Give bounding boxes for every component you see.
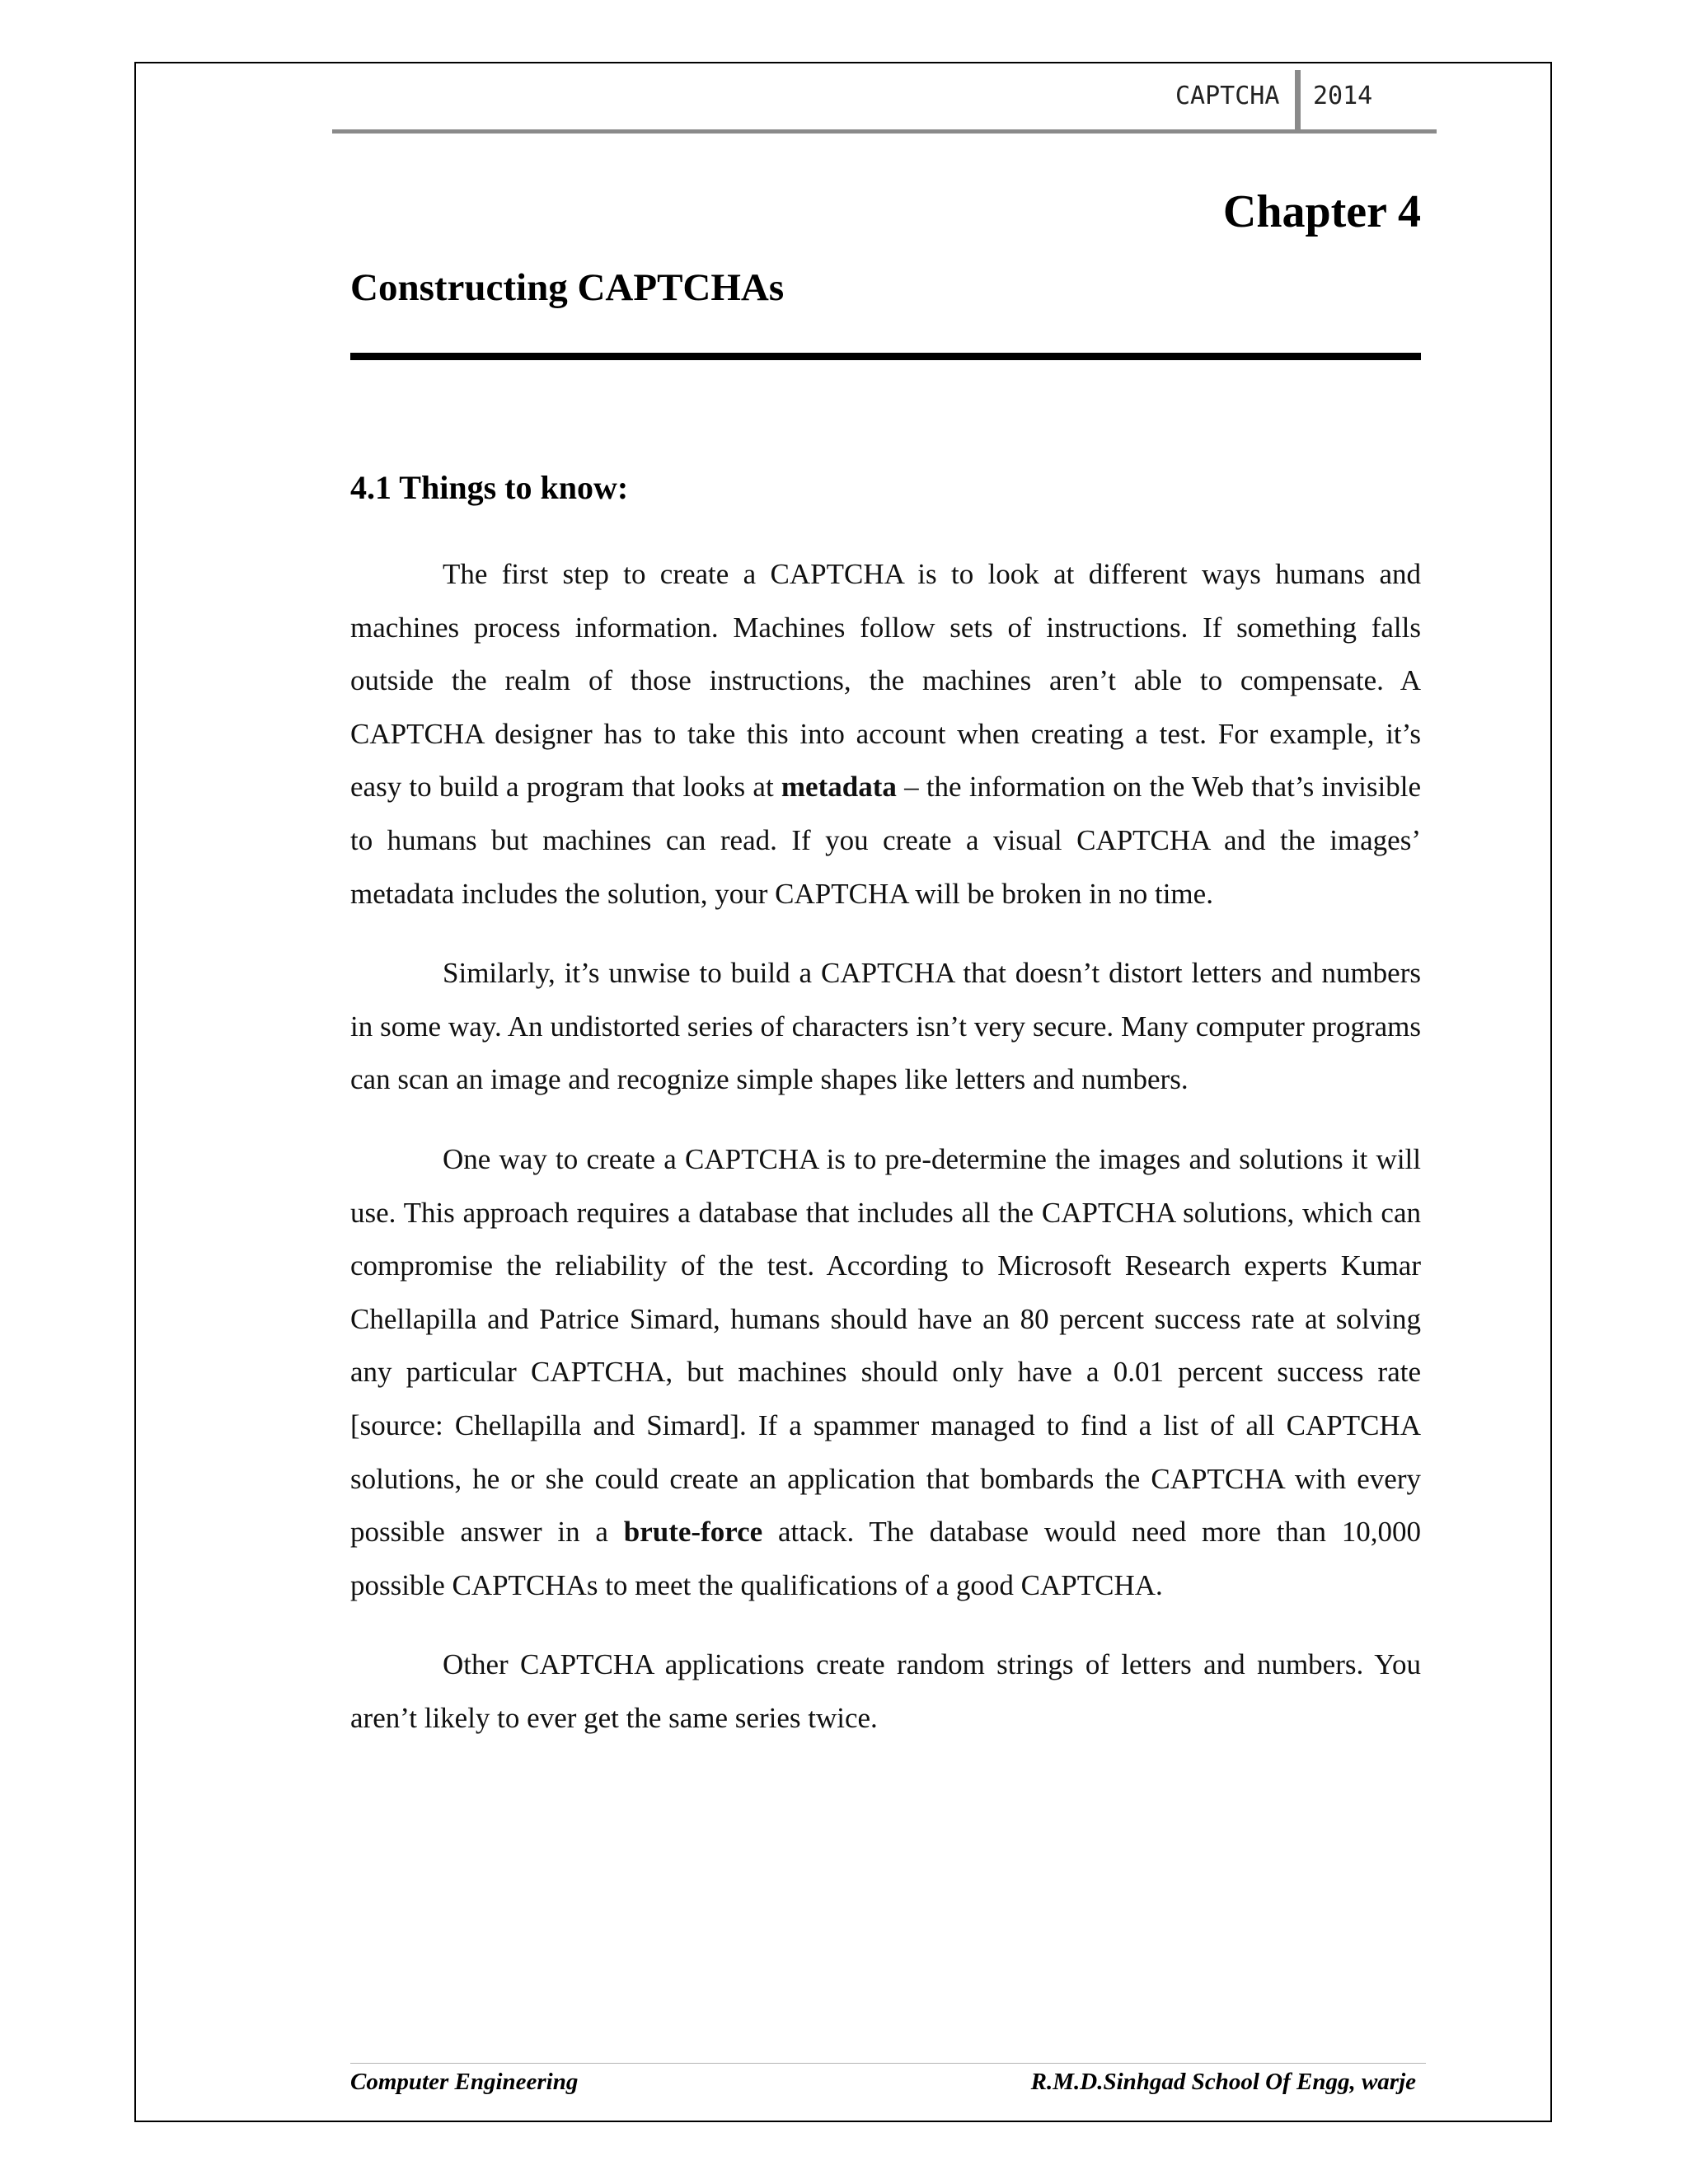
bold-term: metadata <box>781 771 897 804</box>
header-rule <box>332 129 1437 134</box>
body-text <box>350 548 1421 1771</box>
chapter-rule <box>350 353 1421 360</box>
chapter-title: Constructing CAPTCHAs <box>350 266 785 309</box>
paragraph <box>350 1638 1421 1745</box>
header-year: 2014 <box>1313 82 1373 110</box>
paragraph-text: attack. The database would need more than 10,000 possible CAPTCHAs to meet the qualifications of a good CAPTCHA. <box>350 1516 1421 1601</box>
paragraph <box>350 548 1421 921</box>
paragraph <box>350 1133 1421 1612</box>
footer-institution: R.M.D.Sinhgad School Of Engg, warje <box>1030 2069 1416 2095</box>
chapter-label: Chapter 4 <box>1222 186 1421 237</box>
footer-rule <box>350 2063 1426 2064</box>
paragraph-text: The first step to create a CAPTCHA is to look at different ways humans and machines process information. Machines follow sets of instructions. If something falls outside the realm of those instructions, the machines aren’t able to compensate. A CAPTCHA designer has to take this into account when creating a test. For example, it’s easy to build a program that looks at <box>350 558 1421 804</box>
paragraph-text: Other CAPTCHA applications create random strings of letters and numbers. You aren’t likely to ever get the same series twice. <box>350 1648 1421 1734</box>
paragraph-text: – the information on the Web that’s invisible to humans but machines can read. If you create a visual CAPTCHA and the images’ metadata includes the solution, your CAPTCHA will be broken in no time. <box>350 771 1421 910</box>
paragraph <box>350 947 1421 1107</box>
section-heading: 4.1 Things to know: <box>350 469 629 506</box>
header-title: CAPTCHA <box>1175 82 1280 110</box>
bold-term: brute-force <box>623 1516 763 1549</box>
footer-department: Computer Engineering <box>350 2069 579 2095</box>
paragraph-text: One way to create a CAPTCHA is to pre-determine the images and solutions it will use. This approach requires a database that includes all the CAPTCHA solutions, which can compromise the reliability of the test. According to Microsoft Research experts Kumar Chellapilla and Patrice Simard, humans should have an 80 percent success rate at solving any particular CAPTCHA, but machines should only have a 0.01 percent success rate [source: Chellapilla and Simard]. If a spammer managed to find a list of all CAPTCHA solutions, he or she could create an application that bombards the CAPTCHA with every possible answer in a <box>350 1142 1421 1549</box>
paragraph-text: Similarly, it’s unwise to build a CAPTCHA that doesn’t distort letters and numbers in some way. An undistorted series of characters isn’t very secure. Many computer programs can scan an image and recognize simple shapes like letters and numbers. <box>350 957 1421 1096</box>
running-header <box>332 70 1437 134</box>
header-separator <box>1295 70 1301 129</box>
